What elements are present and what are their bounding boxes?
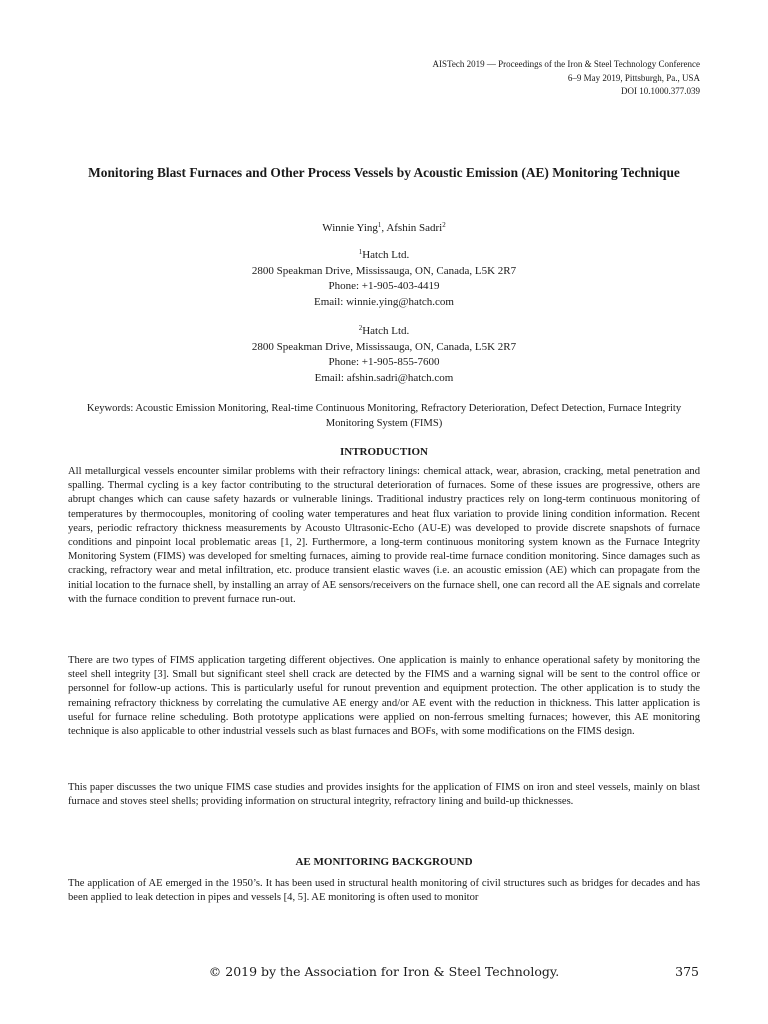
affiliation-org-name: Hatch Ltd.: [362, 249, 410, 261]
affiliation-address: 2800 Speakman Drive, Mississauga, ON, Canada, L5K 2R7: [251, 264, 517, 277]
section-heading: AE MONITORING BACKGROUND: [295, 856, 473, 868]
body-paragraph: All metallurgical vessels encounter similar problems with their refractory linings: chemical attack, wear, abrasion, cracking, metal penetration and spalling. Thermal cycling is a key factor contributing to the structural deterioration of furnaces. Some of these issues are progressive, others are abrupt changes which can cause safety hazards or vulnerable linings. Traditional industry practices rely on long-term continuous monitoring of temperatures by thermocouples, monitoring of cooling water temperatures and heat flux variation to provide lining condition information. Recent years, periodic refractory thickness measurements by Acousto Ultrasonic-Echo (AU-E) was developed to provide discrete snapshots of furnace conditions and pinpoint local problematic areas [1, 2]. Furthermore, a long-term continuous monitoring system known as the Furnace Integrity Monitoring System (FIMS) was developed for smelting furnaces, aiming to provide real-time furnace condition monitoring. Since damages such as cracking, refractory wear and metal infiltration, etc. produce transient elastic waves (i.e. an acoustic emission (AE) which can propagate from the initial location to the furnace shell, by installing an array of AE sensors/receivers on the furnace shell, one can record all the AE signals and correlate with the furnace condition to prevent furnace run-out.: [68, 466, 700, 605]
affiliation-phone: Phone: +1-905-855-7600: [328, 356, 440, 368]
affiliation-org: [68, 248, 700, 264]
affiliation-address: 2800 Speakman Drive, Mississauga, ON, Canada, L5K 2R7: [251, 340, 517, 353]
affiliation-marker: 1: [358, 248, 363, 256]
conference-header: [432, 58, 700, 99]
body-paragraph: There are two types of FIMS application targeting different objectives. One application is mainly to enhance operational safety by monitoring the steel shell integrity [3]. Small but significant steel shell crack are detected by the FIMS and a warning signal will be sent to the control office or personnel for follow-up actions. This is particularly useful for runout prevention and equipment protection. The other application is to study the remaining refractory thickness by correlating the cumulative AE energy and/or AE event with the reduction in thickness. This latter application is useful for furnace reline scheduling. Both prototype applications were applied on non-ferrous smelting furnaces; however, this AE monitoring technique is also applicable to other industrial vessels such as blast furnaces and BOFs, with some modifications on the FIMS design.: [68, 655, 700, 738]
affiliation-org: [68, 324, 700, 340]
affiliation-email: Email: winnie.ying@hatch.com: [314, 295, 454, 308]
page-number: 375: [675, 964, 699, 979]
body-paragraph: The application of AE emerged in the 1950’s. It has been used in structural health monitoring of civil structures such as bridges for decades and has been applied to leak detection in pipes and vessels [4, 5]. AE monitoring is often used to monitor: [68, 878, 700, 904]
paper-title: Monitoring Blast Furnaces and Other Process Vessels by Acoustic Emission (AE) Monitoring Technique: [88, 165, 680, 180]
section-heading: INTRODUCTION: [339, 446, 428, 458]
copyright-footer: © 2019 by the Association for Iron & Steel Technology.: [208, 964, 560, 979]
affiliation-email: Email: afshin.sadri@hatch.com: [314, 371, 454, 384]
author-name: Winnie Ying: [322, 222, 378, 234]
doi: DOI 10.1000.377.039: [621, 86, 700, 96]
conference-name: AISTech 2019 — Proceedings of the Iron & Steel Technology Conference: [432, 59, 700, 69]
author-separator: ,: [381, 222, 387, 234]
affiliation-block: [68, 324, 700, 386]
body-paragraph: This paper discusses the two unique FIMS case studies and provides insights for the application of FIMS on iron and steel vessels, mainly on blast furnace and stoves steel shells; providing information on structural integrity, refractory lining and build-up thicknesses.: [68, 782, 700, 808]
author-affiliation-marker: 1: [377, 221, 382, 229]
author-line: [68, 221, 700, 235]
affiliation-block: [68, 248, 700, 310]
conference-date-location: 6–9 May 2019, Pittsburgh, Pa., USA: [567, 72, 700, 83]
keywords: Keywords: Acoustic Emission Monitoring, Real-time Continuous Monitoring, Refractory Deterioration, Defect Detection, Furnace Integrity Monitoring System (FIMS): [86, 403, 682, 429]
author-name: Afshin Sadri: [386, 222, 443, 234]
author-affiliation-marker: 2: [442, 221, 446, 229]
affiliation-phone: Phone: +1-905-403-4419: [328, 280, 440, 292]
affiliation-marker: 2: [358, 324, 363, 332]
affiliation-org-name: Hatch Ltd.: [362, 325, 410, 337]
